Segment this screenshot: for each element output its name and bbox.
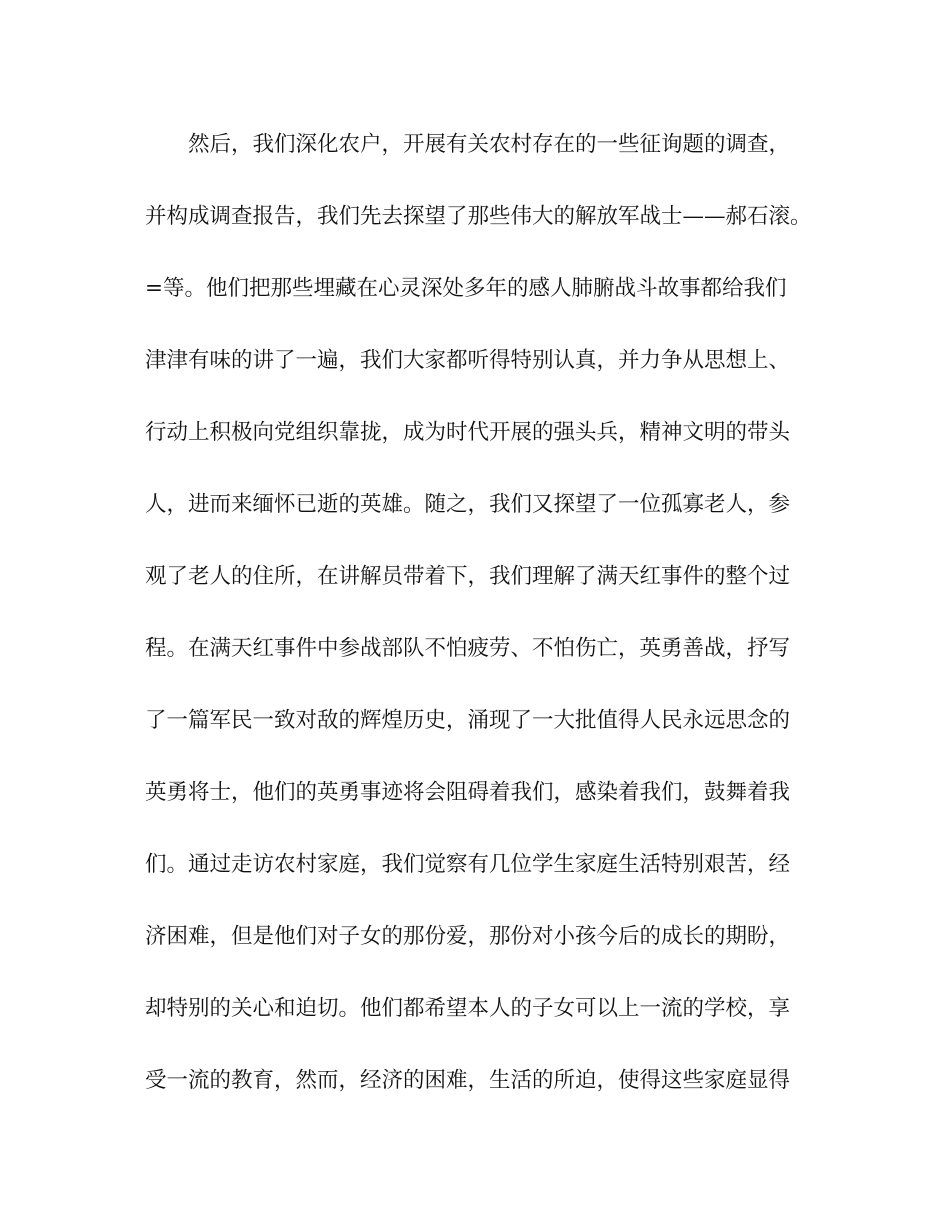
- paragraph-line-12: 济困难，但是他们对子女的那份爱，那份对小孩今后的成长的期盼，: [145, 924, 791, 949]
- paragraph-line-2: 并构成调查报告，我们先去探望了那些伟大的解放军战士——郝石滚。: [145, 204, 812, 229]
- paragraph-line-4: 津津有味的讲了一遍，我们大家都听得特别认真，并力争从思想上、: [145, 348, 791, 373]
- paragraph-line-7: 观了老人的住所，在讲解员带着下，我们理解了满天红事件的整个过: [145, 564, 791, 589]
- paragraph-line-3: =等。他们把那些埋藏在心灵深处多年的感人肺腑战斗故事都给我们: [145, 276, 787, 301]
- paragraph-line-8: 程。在满天红事件中参战部队不怕疲劳、不怕伤亡，英勇善战，抒写: [145, 636, 791, 661]
- paragraph-line-9: 了一篇军民一致对敌的辉煌历史，涌现了一大批值得人民永远思念的: [145, 708, 791, 733]
- paragraph-line-14: 受一流的教育，然而，经济的困难，生活的所迫，使得这些家庭显得: [145, 1068, 791, 1093]
- paragraph-line-1: 然后，我们深化农户，开展有关农村存在的一些征询题的调查，: [188, 132, 791, 157]
- paragraph-line-11: 们。通过走访农村家庭，我们觉察有几位学生家庭生活特别艰苦，经: [145, 852, 791, 877]
- paragraph-line-5: 行动上积极向党组织靠拢，成为时代开展的强头兵，精神文明的带头: [145, 420, 791, 445]
- paragraph-line-10: 英勇将士，他们的英勇事迹将会阻碍着我们，感染着我们，鼓舞着我: [145, 780, 791, 805]
- paragraph-line-6: 人，进而来缅怀已逝的英雄。随之，我们又探望了一位孤寡老人，参: [145, 492, 791, 517]
- paragraph-line-13: 却特别的关心和迫切。他们都希望本人的子女可以上一流的学校，享: [145, 996, 791, 1021]
